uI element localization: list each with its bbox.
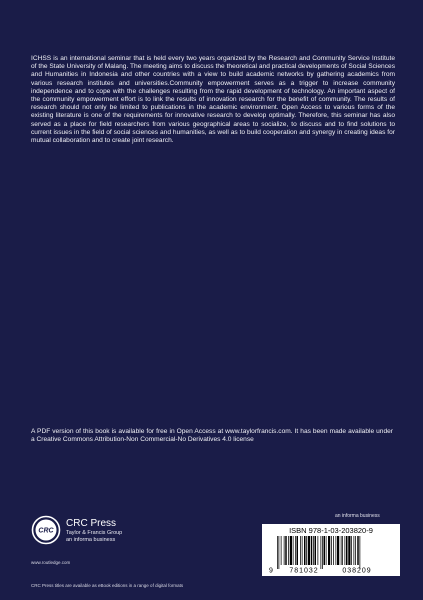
barcode-digits-right: 038209	[342, 567, 372, 574]
barcode-bar	[297, 536, 299, 565]
barcode-bar	[308, 536, 310, 565]
barcode-bar	[300, 536, 301, 565]
barcode-bar	[318, 536, 319, 565]
barcode-bar	[342, 536, 343, 565]
barcode-bar	[348, 536, 350, 565]
isbn-barcode	[262, 524, 400, 576]
barcode-bar	[337, 536, 339, 565]
barcode-bar	[346, 536, 348, 565]
isbn-label: ISBN 978-1-03-203820-9	[289, 526, 373, 535]
barcode-bar	[281, 536, 282, 565]
barcode-bar	[354, 536, 355, 565]
barcode-bar	[336, 536, 337, 565]
barcode-bar	[295, 536, 296, 565]
publisher-group: Taylor & Francis Group	[66, 530, 123, 536]
barcode-bar	[288, 536, 289, 565]
barcode-bar	[293, 536, 294, 565]
publisher-website: www.routledge.com	[31, 560, 71, 565]
barcode-bar	[331, 536, 332, 565]
barcode-bar	[357, 536, 359, 565]
open-access-note: A PDF version of this book is available for free in Open Access at www.taylorfrancis.com. It has been made available under a Creative Commons Attribution-Non Commercial-No Derivatives 4.0 license	[31, 428, 393, 444]
barcode-bar	[302, 536, 303, 565]
crc-press-logo-icon	[31, 515, 61, 545]
barcode-graphic	[265, 536, 397, 574]
barcode-bar	[306, 536, 307, 565]
publisher-informa: an informa business	[66, 537, 116, 543]
barcode-digit-first: 9	[269, 567, 273, 574]
barcode-bar	[304, 536, 306, 565]
barcode-bar	[277, 536, 278, 569]
barcode-bar	[326, 536, 327, 565]
barcode-bar	[311, 536, 313, 565]
publisher-name: CRC Press	[66, 518, 117, 529]
barcode-bar	[360, 536, 361, 569]
barcode-bar	[279, 536, 280, 569]
barcode-bar	[328, 536, 330, 565]
barcode-bar	[315, 536, 317, 565]
barcode-bar	[341, 536, 342, 565]
barcode-bar	[355, 536, 356, 565]
barcode-bars	[277, 536, 360, 569]
ebook-note: CRC Press titles are available as eBook editions in a range of digital formats	[31, 583, 184, 588]
barcode-bar	[322, 536, 323, 569]
barcode-bar	[321, 536, 322, 569]
barcode-bar	[290, 536, 292, 565]
crc-logo-text: CRC	[38, 527, 54, 535]
barcode-bar	[345, 536, 346, 565]
barcode-bar	[313, 536, 314, 565]
informa-business-tag: an informa business	[335, 513, 380, 519]
publisher-block	[31, 515, 201, 575]
barcode-bar	[285, 536, 287, 565]
barcode-bar	[324, 536, 326, 565]
barcode-bar	[333, 536, 334, 565]
book-description: ICHSS is an international seminar that is held every two years organized by the Research and Community Service Institute of the State University of Malang. The meeting aims to discuss the theoretical and practical developments of Social Sciences and Humanities in Indonesia and other countries with a view to build academic networks by gathering academics from various research institutes and universities.Community empowerment serves as a trigger to increase community independence and to cope with the challenges resulting from the rapid development of technology. An important aspect of the community empowerment effort is to link the results of innovation research for the benefit of community. The results of research should not only be limited to publications in the academic environment. Open Access to various forms of the existing literature is one of the requirements for innovative research to develop optimally. Therefore, this seminar has also served as a place for field researchers from various geographical areas to socialize, to discuss and to find solutions to current issues in the field of social sciences and humanities, as well as to build cooperation and synergy in creating ideas for mutual collaboration and to create joint research.	[31, 55, 395, 145]
barcode-bar	[284, 536, 285, 565]
barcode-bar	[351, 536, 352, 565]
barcode-digits-left: 781032	[289, 567, 319, 574]
